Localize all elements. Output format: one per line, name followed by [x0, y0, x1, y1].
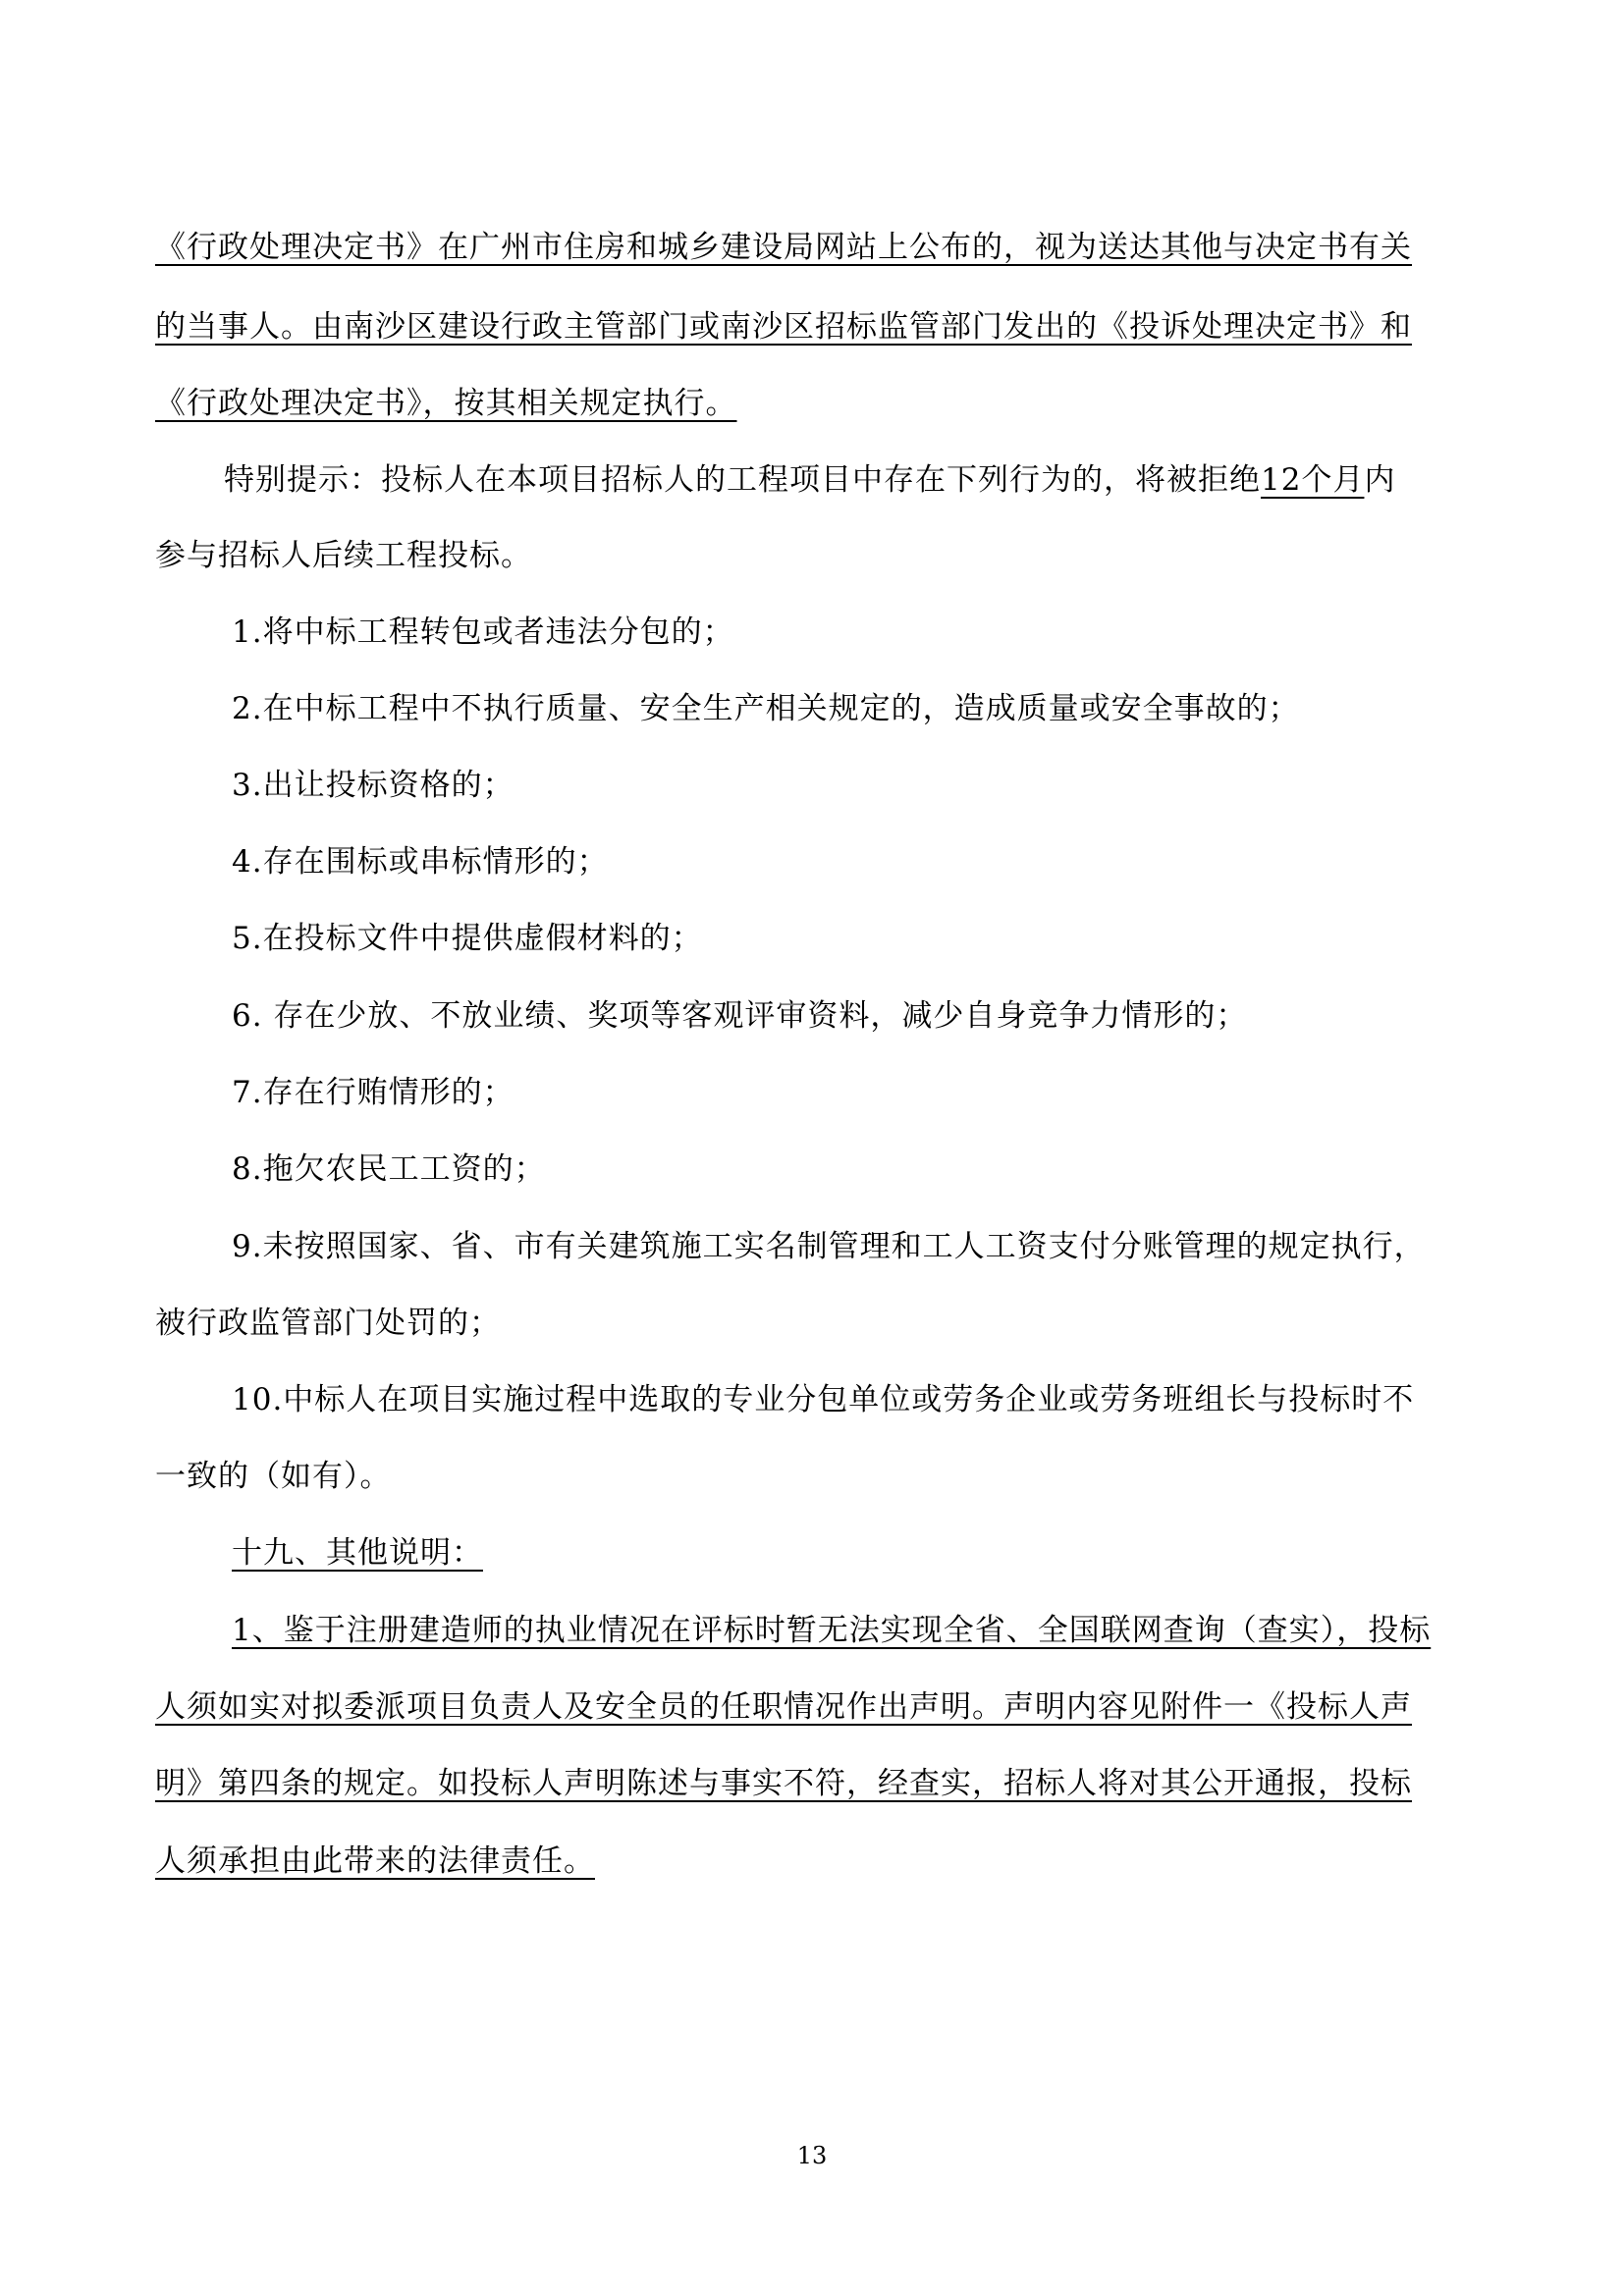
text-line	[232, 1533, 483, 1573]
text-segment: 8.拖欠农民工工资的；	[232, 1151, 546, 1187]
text-segment: 10.中标人在项目实施过程中选取的专业分包单位或劳务企业或劳务班组长与投标时不	[232, 1382, 1415, 1417]
text-segment: 1.将中标工程转包或者违法分包的；	[232, 614, 734, 650]
text-line	[232, 1380, 1414, 1419]
text-segment: 一致的（如有）。	[155, 1459, 392, 1494]
underlined-text: 十九、其他说明：	[232, 1535, 483, 1571]
text-segment: 被行政监管部门处罚的；	[155, 1306, 501, 1341]
underlined-text: 1、鉴于注册建造师的执业情况在评标时暂无法实现全省、全国联网查询（查实），投标	[232, 1613, 1432, 1648]
text-line	[232, 1073, 514, 1112]
text-line	[232, 766, 514, 805]
underlined-text: 的当事人。由南沙区建设行政主管部门或南沙区招标监管部门发出的《投诉处理决定书》和	[155, 309, 1412, 345]
text-line	[232, 842, 609, 881]
text-segment: 4.存在围标或串标情形的；	[232, 844, 609, 880]
text-line	[155, 1304, 501, 1343]
underlined-text: 《行政处理决定书》，按其相关规定执行。	[155, 386, 737, 421]
text-segment: 9.未按照国家、省、市有关建筑施工实名制管理和工人工资支付分账管理的规定执行，	[232, 1229, 1426, 1264]
text-line	[224, 460, 1395, 500]
text-line	[155, 307, 1412, 347]
underlined-text: 人须如实对拟委派项目负责人及安全员的任职情况作出声明。声明内容见附件一《投标人声	[155, 1689, 1412, 1725]
text-line	[155, 1687, 1412, 1727]
text-line	[155, 1764, 1412, 1803]
text-segment: 内	[1364, 462, 1396, 498]
text-line	[232, 613, 734, 652]
text-segment: 参与招标人后续工程投标。	[155, 538, 532, 573]
text-line	[155, 1457, 392, 1496]
text-line	[155, 228, 1412, 267]
underlined-text: 人须承担由此带来的法律责任。	[155, 1843, 595, 1879]
text-segment: 5.在投标文件中提供虚假材料的；	[232, 921, 703, 956]
text-line	[155, 1842, 595, 1881]
underlined-text: 《行政处理决定书》在广州市住房和城乡建设局网站上公布的，视为送达其他与决定书有关	[155, 230, 1412, 265]
text-line	[155, 536, 532, 575]
text-line	[232, 996, 1247, 1036]
text-line	[232, 689, 1300, 728]
page-number: 13	[796, 2142, 828, 2169]
text-line	[232, 1611, 1431, 1650]
text-segment: 6. 存在少放、不放业绩、奖项等客观评审资料，减少自身竞争力情形的；	[232, 998, 1248, 1034]
underlined-text: 明》第四条的规定。如投标人声明陈述与事实不符，经查实，招标人将对其公开通报，投标	[155, 1766, 1412, 1801]
text-segment: 7.存在行贿情形的；	[232, 1075, 514, 1110]
text-segment: 特别提示：投标人在本项目招标人的工程项目中存在下列行为的，将被拒绝	[224, 462, 1261, 498]
text-line	[232, 919, 703, 958]
text-segment: 3.出让投标资格的；	[232, 768, 514, 803]
underlined-text: 12个月	[1261, 462, 1365, 498]
text-line	[155, 384, 737, 423]
text-segment: 2.在中标工程中不执行质量、安全生产相关规定的，造成质量或安全事故的；	[232, 691, 1300, 726]
text-line	[232, 1227, 1426, 1266]
text-line	[232, 1149, 546, 1189]
